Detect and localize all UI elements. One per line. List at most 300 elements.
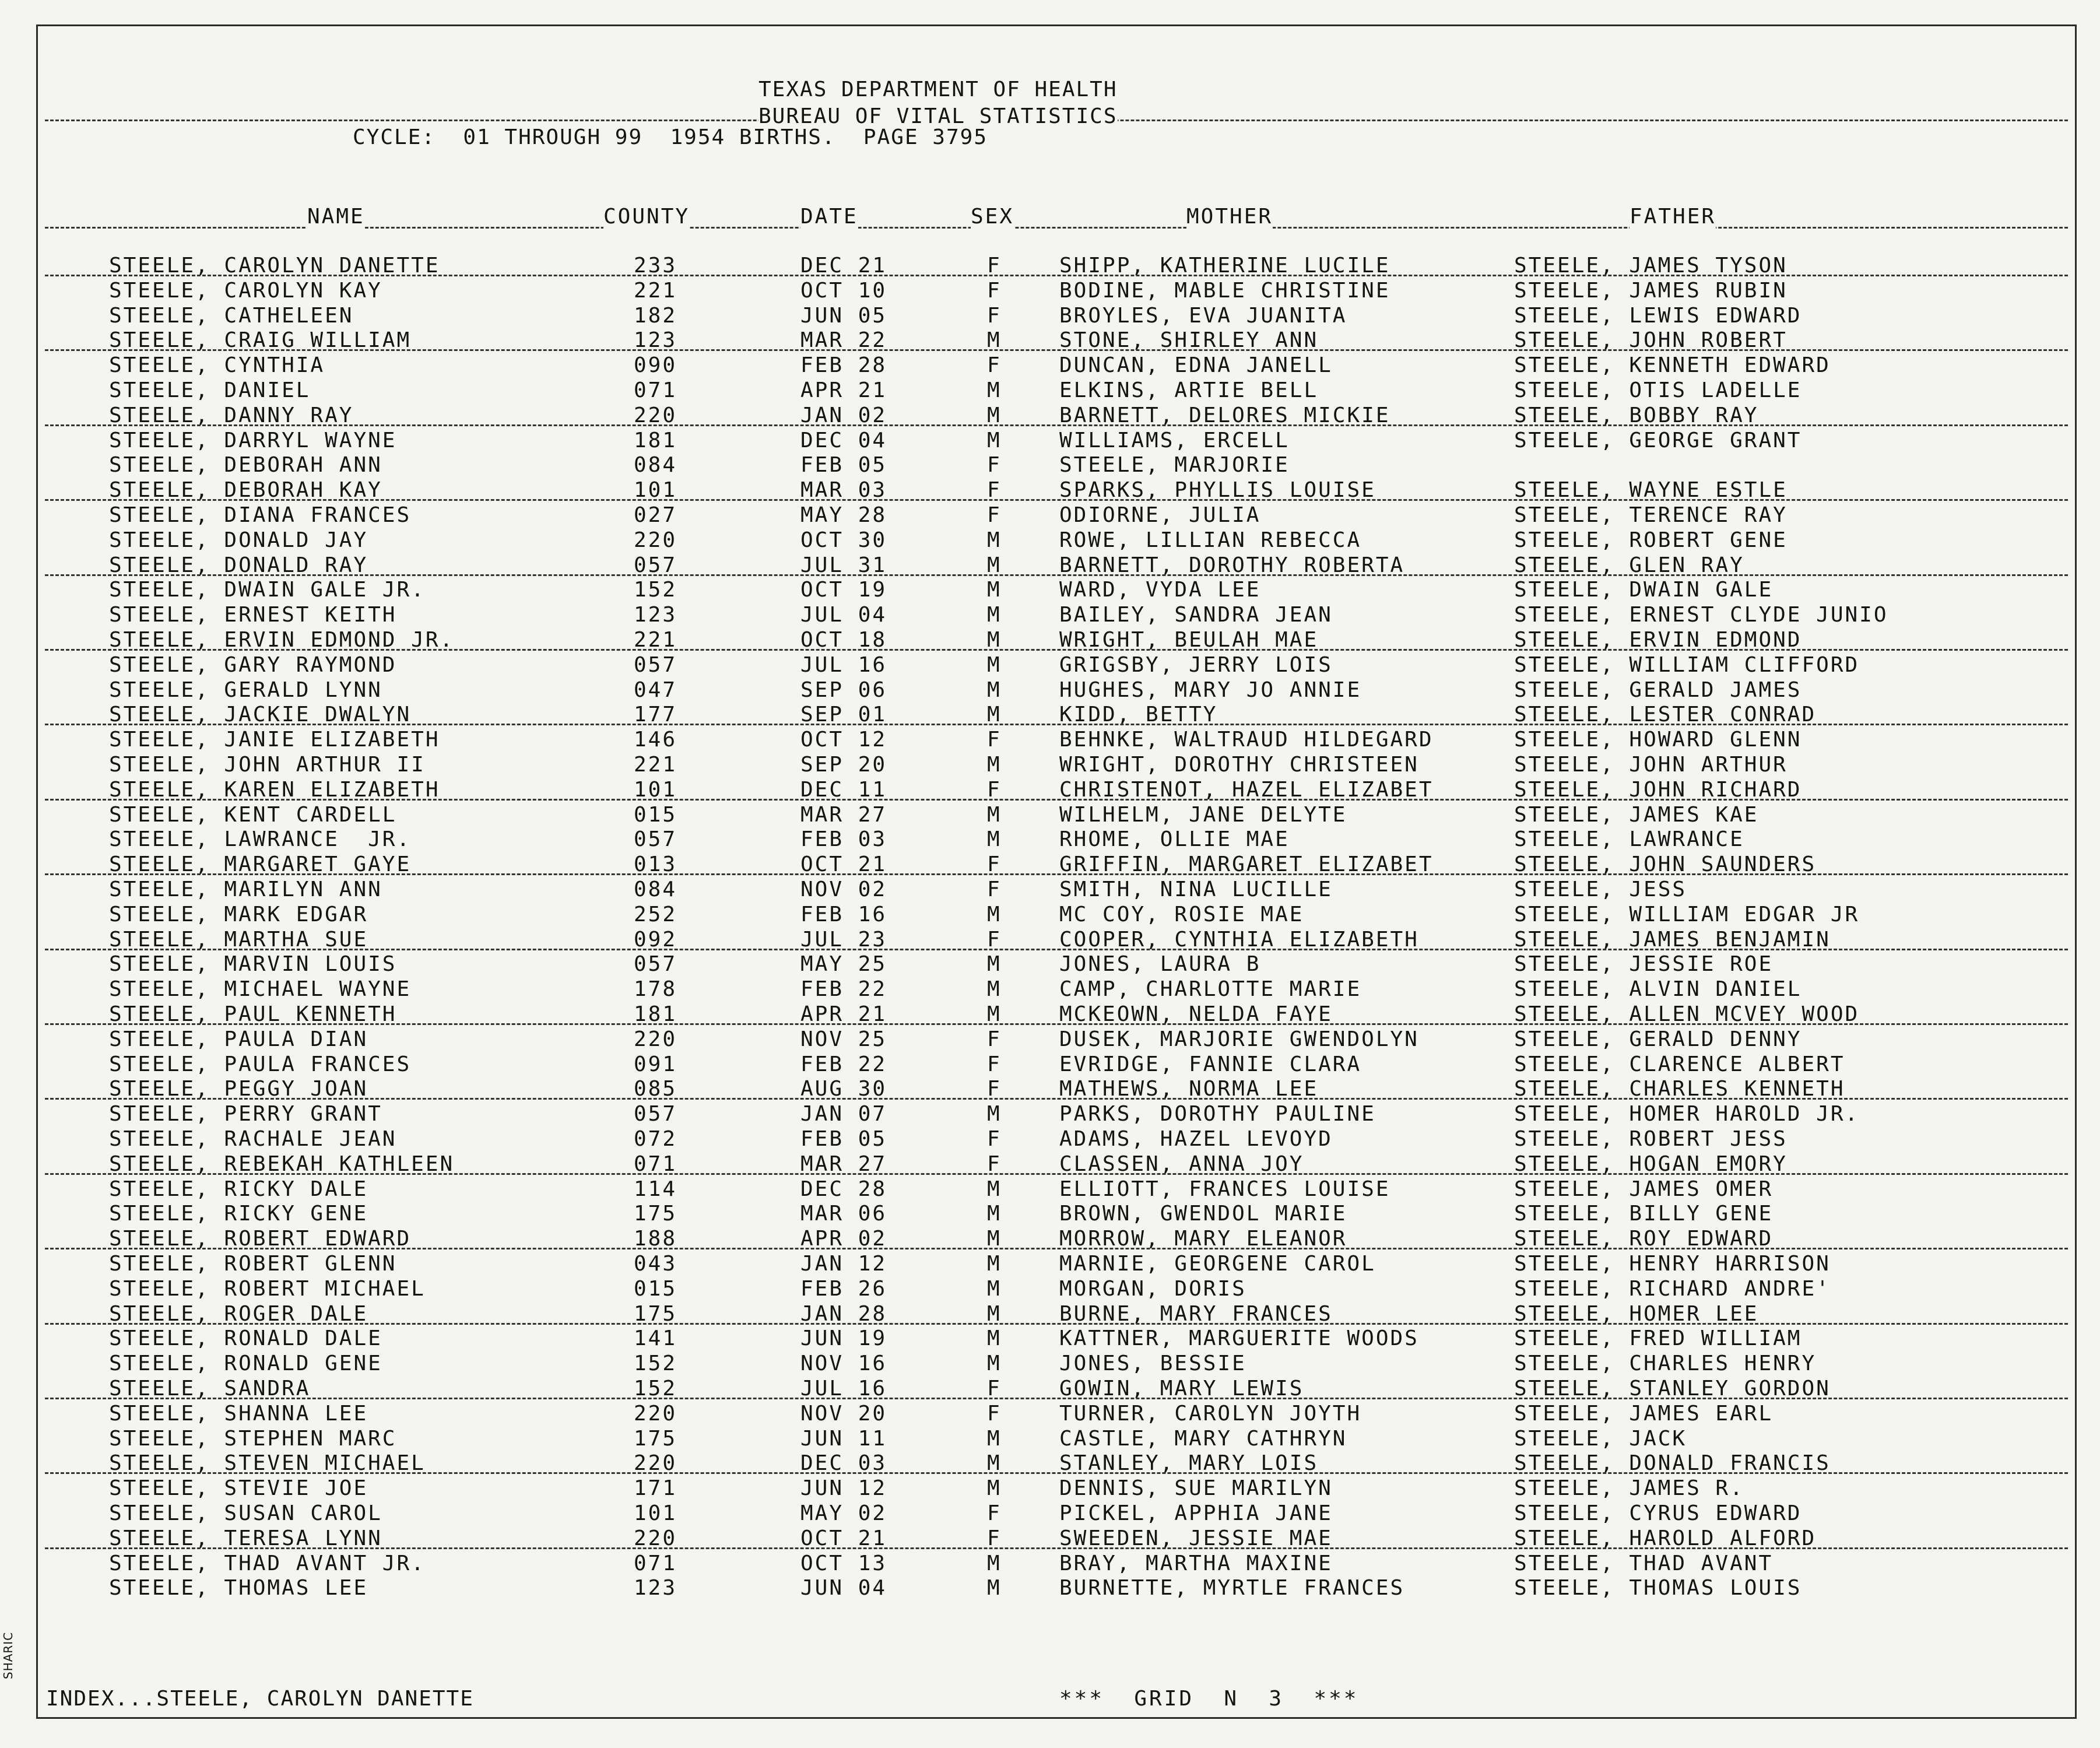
cell-mother: GRIGSBY, JERRY LOIS bbox=[1059, 652, 1333, 677]
cell-sex: M bbox=[987, 1177, 1002, 1201]
cell-sex: M bbox=[987, 578, 1002, 602]
cell-sex: F bbox=[987, 1052, 1002, 1076]
cell-sex: M bbox=[987, 802, 1002, 827]
cell-mother: ROWE, LILLIAN REBECCA bbox=[1059, 528, 1362, 552]
table-row bbox=[38, 1052, 2075, 1077]
cell-mother: CHRISTENOT, HAZEL ELIZABET bbox=[1059, 777, 1434, 802]
table-row bbox=[38, 378, 2075, 403]
cell-mother: EVRIDGE, FANNIE CLARA bbox=[1059, 1052, 1362, 1076]
table-row bbox=[38, 1476, 2075, 1501]
cell-father: STEELE, BOBBY RAY bbox=[1514, 403, 1759, 427]
cell-mother: MARNIE, GEORGENE CAROL bbox=[1059, 1252, 1376, 1276]
cell-mother: DUSEK, MARJORIE GWENDOLYN bbox=[1059, 1027, 1419, 1051]
cell-name: STEELE, TERESA LYNN bbox=[109, 1526, 382, 1550]
cell-name: STEELE, CAROLYN KAY bbox=[109, 278, 382, 303]
cell-name: STEELE, STEVIE JOE bbox=[109, 1476, 368, 1501]
cell-date: MAR 27 bbox=[800, 802, 887, 827]
table-row bbox=[38, 1326, 2075, 1351]
cell-name: STEELE, CAROLYN DANETTE bbox=[109, 254, 440, 278]
cell-father: STEELE, ROBERT JESS bbox=[1514, 1127, 1788, 1151]
cell-name: STEELE, STEPHEN MARC bbox=[109, 1426, 397, 1451]
cell-name: STEELE, KENT CARDELL bbox=[109, 802, 397, 827]
table-row bbox=[38, 1451, 2075, 1476]
table-row bbox=[38, 603, 2075, 627]
table-row bbox=[38, 1377, 2075, 1401]
cell-father: STEELE, JOHN RICHARD bbox=[1514, 777, 1802, 802]
cell-county: 123 bbox=[634, 603, 677, 627]
cell-mother: BARNETT, DELORES MICKIE bbox=[1059, 403, 1390, 427]
cell-county: 233 bbox=[634, 254, 677, 278]
cell-sex: M bbox=[987, 378, 1002, 402]
cell-sex: F bbox=[987, 777, 1002, 802]
cell-county: 057 bbox=[634, 553, 677, 577]
birth-records-table bbox=[38, 26, 2075, 1717]
bureau-title: BUREAU OF VITAL STATISTICS bbox=[758, 104, 1118, 128]
table-row bbox=[38, 1027, 2075, 1052]
cell-father: STEELE, ERVIN EDMOND bbox=[1514, 628, 1802, 652]
cell-county: 084 bbox=[634, 877, 677, 901]
cell-mother: PARKS, DOROTHY PAULINE bbox=[1059, 1102, 1376, 1126]
cell-sex: M bbox=[987, 428, 1002, 452]
cell-date: FEB 05 bbox=[800, 453, 887, 478]
cell-date: FEB 03 bbox=[800, 827, 887, 852]
cell-sex: F bbox=[987, 1152, 1002, 1176]
cell-father: STEELE, STANLEY GORDON bbox=[1514, 1377, 1831, 1400]
cell-mother: SHIPP, KATHERINE LUCILE bbox=[1059, 254, 1390, 278]
cell-county: 057 bbox=[634, 952, 677, 977]
cell-name: STEELE, DONALD RAY bbox=[109, 553, 368, 577]
cell-name: STEELE, SANDRA bbox=[109, 1377, 311, 1400]
cell-name: STEELE, PERRY GRANT bbox=[109, 1102, 382, 1126]
cell-father: STEELE, THAD AVANT bbox=[1514, 1551, 1774, 1575]
cell-father: STEELE, JAMES R. bbox=[1514, 1476, 1744, 1501]
cell-father: STEELE, LESTER CONRAD bbox=[1514, 703, 1817, 727]
cell-mother: BODINE, MABLE CHRISTINE bbox=[1059, 278, 1390, 303]
cell-sex: F bbox=[987, 453, 1002, 478]
cell-name: STEELE, MARGARET GAYE bbox=[109, 852, 412, 877]
table-row bbox=[38, 1352, 2075, 1376]
cell-sex: F bbox=[987, 877, 1002, 901]
cell-mother: TURNER, CAROLYN JOYTH bbox=[1059, 1401, 1362, 1426]
cell-father: STEELE, JOHN SAUNDERS bbox=[1514, 852, 1817, 877]
cell-mother: MC COY, ROSIE MAE bbox=[1059, 902, 1304, 926]
cell-county: 171 bbox=[634, 1476, 677, 1501]
cell-mother: COOPER, CYNTHIA ELIZABETH bbox=[1059, 927, 1419, 952]
cell-name: STEELE, ROBERT GLENN bbox=[109, 1252, 397, 1276]
cell-county: 220 bbox=[634, 528, 677, 552]
cell-date: MAR 22 bbox=[800, 328, 887, 353]
cell-mother: DENNIS, SUE MARILYN bbox=[1059, 1476, 1333, 1501]
cell-father: STEELE, HOMER HAROLD JR. bbox=[1514, 1102, 1860, 1126]
cell-name: STEELE, LAWRANCE JR. bbox=[109, 827, 412, 852]
cell-county: 015 bbox=[634, 802, 677, 827]
cell-date: OCT 18 bbox=[800, 628, 887, 652]
cell-county: 114 bbox=[634, 1177, 677, 1201]
cell-county: 123 bbox=[634, 1576, 677, 1600]
cell-date: JUN 05 bbox=[800, 303, 887, 328]
cell-date: FEB 22 bbox=[800, 977, 887, 1002]
cell-sex: M bbox=[987, 553, 1002, 577]
cell-father: STEELE, THOMAS LOUIS bbox=[1514, 1576, 1802, 1600]
cell-county: 220 bbox=[634, 1401, 677, 1426]
table-row bbox=[38, 279, 2075, 303]
cell-date: APR 21 bbox=[800, 378, 887, 402]
cell-name: STEELE, PAULA FRANCES bbox=[109, 1052, 412, 1076]
cell-name: STEELE, DONALD JAY bbox=[109, 528, 368, 552]
table-row bbox=[38, 952, 2075, 977]
cell-mother: BROYLES, EVA JUANITA bbox=[1059, 303, 1347, 328]
cell-name: STEELE, JANIE ELIZABETH bbox=[109, 728, 440, 752]
cell-date: JAN 28 bbox=[800, 1301, 887, 1326]
cell-name: STEELE, PAUL KENNETH bbox=[109, 1002, 397, 1026]
cell-mother: BROWN, GWENDOL MARIE bbox=[1059, 1202, 1347, 1226]
cell-mother: BRAY, MARTHA MAXINE bbox=[1059, 1551, 1333, 1575]
cell-mother: GRIFFIN, MARGARET ELIZABET bbox=[1059, 852, 1434, 877]
column-father: FATHER bbox=[1630, 205, 1716, 229]
cell-county: 057 bbox=[634, 827, 677, 852]
cell-name: STEELE, GERALD LYNN bbox=[109, 678, 382, 702]
cell-name: STEELE, ROGER DALE bbox=[109, 1301, 368, 1326]
cell-mother: BARNETT, DOROTHY ROBERTA bbox=[1059, 553, 1405, 577]
cell-father: STEELE, WILLIAM CLIFFORD bbox=[1514, 652, 1860, 677]
cell-name: STEELE, PEGGY JOAN bbox=[109, 1077, 368, 1101]
cell-name: STEELE, SHANNA LEE bbox=[109, 1401, 368, 1426]
cell-father: STEELE, CHARLES KENNETH bbox=[1514, 1077, 1845, 1101]
table-row bbox=[38, 578, 2075, 602]
cell-sex: M bbox=[987, 1551, 1002, 1575]
cell-mother: CAMP, CHARLOTTE MARIE bbox=[1059, 977, 1362, 1002]
cell-name: STEELE, RICKY GENE bbox=[109, 1202, 368, 1226]
cell-date: JUN 11 bbox=[800, 1426, 887, 1451]
cell-date: AUG 30 bbox=[800, 1077, 887, 1101]
cell-mother: STONE, SHIRLEY ANN bbox=[1059, 328, 1319, 353]
cell-date: NOV 02 bbox=[800, 877, 887, 901]
cell-mother: BURNE, MARY FRANCES bbox=[1059, 1301, 1333, 1326]
cell-name: STEELE, DWAIN GALE JR. bbox=[109, 578, 426, 602]
cell-county: 252 bbox=[634, 902, 677, 926]
cell-date: JAN 02 bbox=[800, 403, 887, 427]
cell-father: STEELE, JACK bbox=[1514, 1426, 1687, 1451]
table-row bbox=[38, 1102, 2075, 1126]
cell-county: 177 bbox=[634, 703, 677, 727]
grid-footer: *** GRID N 3 *** bbox=[1059, 1687, 1359, 1711]
cell-date: MAR 06 bbox=[800, 1202, 887, 1226]
side-watermark: SHARIC bbox=[1, 1631, 15, 1679]
table-row bbox=[38, 703, 2075, 727]
index-footer: INDEX...STEELE, CAROLYN DANETTE bbox=[46, 1687, 474, 1711]
cell-father: STEELE, JAMES KAE bbox=[1514, 802, 1759, 827]
table-row bbox=[38, 1576, 2075, 1600]
cell-father: STEELE, GERALD DENNY bbox=[1514, 1027, 1802, 1051]
table-row bbox=[38, 977, 2075, 1002]
cell-sex: M bbox=[987, 1426, 1002, 1451]
cell-date: JUN 04 bbox=[800, 1576, 887, 1600]
cell-mother: WRIGHT, DOROTHY CHRISTEEN bbox=[1059, 753, 1419, 777]
table-row bbox=[38, 403, 2075, 428]
cell-date: OCT 30 bbox=[800, 528, 887, 552]
cell-mother: ADAMS, HAZEL LEVOYD bbox=[1059, 1127, 1333, 1151]
cell-date: MAY 28 bbox=[800, 503, 887, 527]
cell-father: STEELE, DWAIN GALE bbox=[1514, 578, 1774, 602]
cell-county: 181 bbox=[634, 428, 677, 452]
cell-county: 101 bbox=[634, 777, 677, 802]
cell-name: STEELE, MARK EDGAR bbox=[109, 902, 368, 926]
cell-sex: F bbox=[987, 303, 1002, 328]
cell-date: OCT 21 bbox=[800, 852, 887, 877]
cell-date: JUL 31 bbox=[800, 553, 887, 577]
column-name: NAME bbox=[307, 205, 365, 229]
cell-father: STEELE, HOGAN EMORY bbox=[1514, 1152, 1788, 1176]
cell-county: 152 bbox=[634, 1377, 677, 1400]
cell-mother: RHOME, OLLIE MAE bbox=[1059, 827, 1290, 852]
cell-father: STEELE, KENNETH EDWARD bbox=[1514, 353, 1831, 378]
cell-county: 220 bbox=[634, 403, 677, 427]
cell-father: STEELE, LAWRANCE bbox=[1514, 827, 1744, 852]
table-row bbox=[38, 503, 2075, 528]
cell-date: NOV 25 bbox=[800, 1027, 887, 1051]
cell-mother: SPARKS, PHYLLIS LOUISE bbox=[1059, 478, 1376, 503]
cell-date: NOV 20 bbox=[800, 1401, 887, 1426]
cell-date: DEC 04 bbox=[800, 428, 887, 452]
cell-sex: M bbox=[987, 1002, 1002, 1026]
cell-sex: F bbox=[987, 927, 1002, 952]
cell-date: OCT 12 bbox=[800, 728, 887, 752]
table-row bbox=[38, 678, 2075, 703]
cell-date: DEC 21 bbox=[800, 254, 887, 278]
cell-father: STEELE, JOHN ROBERT bbox=[1514, 328, 1788, 353]
cell-father: STEELE, HOWARD GLENN bbox=[1514, 728, 1802, 752]
cell-sex: M bbox=[987, 1276, 1002, 1301]
table-row bbox=[38, 1177, 2075, 1202]
cell-mother: ODIORNE, JULIA bbox=[1059, 503, 1261, 527]
table-row bbox=[38, 1077, 2075, 1101]
cell-county: 084 bbox=[634, 453, 677, 478]
cell-name: STEELE, ERNEST KEITH bbox=[109, 603, 397, 627]
cell-sex: F bbox=[987, 1377, 1002, 1400]
cell-county: 123 bbox=[634, 328, 677, 353]
cell-county: 175 bbox=[634, 1202, 677, 1226]
cell-sex: M bbox=[987, 678, 1002, 702]
document-page bbox=[36, 24, 2077, 1719]
cell-county: 221 bbox=[634, 753, 677, 777]
cell-county: 175 bbox=[634, 1301, 677, 1326]
table-row bbox=[38, 328, 2075, 353]
cell-date: JUL 04 bbox=[800, 603, 887, 627]
cell-father: STEELE, CHARLES HENRY bbox=[1514, 1352, 1817, 1376]
cell-sex: M bbox=[987, 952, 1002, 977]
cell-date: DEC 28 bbox=[800, 1177, 887, 1201]
cell-father: STEELE, WILLIAM EDGAR JR bbox=[1514, 902, 1860, 926]
cell-sex: M bbox=[987, 1451, 1002, 1476]
table-row bbox=[38, 429, 2075, 453]
table-row bbox=[38, 827, 2075, 852]
cell-sex: F bbox=[987, 1526, 1002, 1550]
cell-name: STEELE, DARRYL WAYNE bbox=[109, 428, 397, 452]
cell-mother: CASTLE, MARY CATHRYN bbox=[1059, 1426, 1347, 1451]
table-row bbox=[38, 353, 2075, 378]
cell-sex: M bbox=[987, 753, 1002, 777]
cell-name: STEELE, RACHALE JEAN bbox=[109, 1127, 397, 1151]
cell-sex: M bbox=[987, 1252, 1002, 1276]
cell-name: STEELE, JACKIE DWALYN bbox=[109, 703, 412, 727]
cell-sex: M bbox=[987, 1576, 1002, 1600]
cell-date: SEP 20 bbox=[800, 753, 887, 777]
cell-mother: SWEEDEN, JESSIE MAE bbox=[1059, 1526, 1333, 1550]
cell-name: STEELE, ROBERT MICHAEL bbox=[109, 1276, 426, 1301]
cell-mother: BEHNKE, WALTRAUD HILDEGARD bbox=[1059, 728, 1434, 752]
cell-mother: WILLIAMS, ERCELL bbox=[1059, 428, 1290, 452]
cell-mother: KIDD, BETTY bbox=[1059, 703, 1218, 727]
table-row bbox=[38, 1501, 2075, 1526]
cell-name: STEELE, STEVEN MICHAEL bbox=[109, 1451, 426, 1476]
cell-name: STEELE, KAREN ELIZABETH bbox=[109, 777, 440, 802]
cycle-line: CYCLE: 01 THROUGH 99 1954 BIRTHS. PAGE 3795 bbox=[353, 125, 988, 149]
cell-date: NOV 16 bbox=[800, 1352, 887, 1376]
cell-father: STEELE, ROBERT GENE bbox=[1514, 528, 1788, 552]
cell-sex: F bbox=[987, 278, 1002, 303]
cell-father: STEELE, HAROLD ALFORD bbox=[1514, 1526, 1817, 1550]
cell-date: SEP 06 bbox=[800, 678, 887, 702]
cell-father: STEELE, CYRUS EDWARD bbox=[1514, 1501, 1802, 1525]
cell-father: STEELE, TERENCE RAY bbox=[1514, 503, 1788, 527]
cell-father: STEELE, JAMES BENJAMIN bbox=[1514, 927, 1831, 952]
table-row bbox=[38, 1152, 2075, 1177]
cell-sex: M bbox=[987, 328, 1002, 353]
table-row bbox=[38, 1402, 2075, 1426]
cell-sex: M bbox=[987, 827, 1002, 852]
cell-father: STEELE, RICHARD ANDRE' bbox=[1514, 1276, 1831, 1301]
cell-county: 101 bbox=[634, 1501, 677, 1525]
cell-date: MAR 03 bbox=[800, 478, 887, 503]
cell-county: 071 bbox=[634, 1551, 677, 1575]
table-row bbox=[38, 254, 2075, 278]
cell-name: STEELE, MARVIN LOUIS bbox=[109, 952, 397, 977]
cell-date: FEB 26 bbox=[800, 1276, 887, 1301]
cell-name: STEELE, THOMAS LEE bbox=[109, 1576, 368, 1600]
cell-name: STEELE, GARY RAYMOND bbox=[109, 652, 397, 677]
cell-father: STEELE, DONALD FRANCIS bbox=[1514, 1451, 1831, 1476]
cell-name: STEELE, DIANA FRANCES bbox=[109, 503, 412, 527]
cell-county: 175 bbox=[634, 1426, 677, 1451]
table-row bbox=[38, 1227, 2075, 1251]
table-row bbox=[38, 1002, 2075, 1027]
cell-mother: CLASSEN, ANNA JOY bbox=[1059, 1152, 1304, 1176]
cell-county: 057 bbox=[634, 1102, 677, 1126]
cell-mother: JONES, BESSIE bbox=[1059, 1352, 1246, 1376]
cell-father: STEELE, JESS bbox=[1514, 877, 1687, 901]
cell-father: STEELE, JAMES RUBIN bbox=[1514, 278, 1788, 303]
cell-father: STEELE, JAMES OMER bbox=[1514, 1177, 1774, 1201]
cell-mother: STEELE, MARJORIE bbox=[1059, 453, 1290, 478]
cell-father: STEELE, GEORGE GRANT bbox=[1514, 428, 1802, 452]
cell-name: STEELE, DEBORAH ANN bbox=[109, 453, 382, 478]
cell-date: MAY 25 bbox=[800, 952, 887, 977]
cell-sex: M bbox=[987, 1301, 1002, 1326]
table-row bbox=[38, 928, 2075, 952]
cell-name: STEELE, SUSAN CAROL bbox=[109, 1501, 382, 1525]
cell-sex: M bbox=[987, 703, 1002, 727]
table-row bbox=[38, 877, 2075, 902]
cell-father: STEELE, GERALD JAMES bbox=[1514, 678, 1802, 702]
cell-county: 047 bbox=[634, 678, 677, 702]
cell-county: 013 bbox=[634, 852, 677, 877]
column-sex: SEX bbox=[971, 205, 1014, 229]
cell-sex: F bbox=[987, 254, 1002, 278]
cell-sex: M bbox=[987, 403, 1002, 427]
cell-date: FEB 28 bbox=[800, 353, 887, 378]
table-row bbox=[38, 728, 2075, 752]
cell-father: STEELE, JAMES TYSON bbox=[1514, 254, 1788, 278]
table-row bbox=[38, 304, 2075, 328]
cell-father: STEELE, CLARENCE ALBERT bbox=[1514, 1052, 1845, 1076]
table-row bbox=[38, 553, 2075, 578]
cell-father: STEELE, JESSIE ROE bbox=[1514, 952, 1774, 977]
agency-title: TEXAS DEPARTMENT OF HEALTH bbox=[758, 78, 1118, 101]
cell-mother: KATTNER, MARGUERITE WOODS bbox=[1059, 1326, 1419, 1351]
cell-sex: M bbox=[987, 1326, 1002, 1351]
cell-date: APR 21 bbox=[800, 1002, 887, 1026]
table-row bbox=[38, 1302, 2075, 1326]
cell-mother: JONES, LAURA B bbox=[1059, 952, 1261, 977]
cell-father: STEELE, WAYNE ESTLE bbox=[1514, 478, 1788, 503]
cell-county: 071 bbox=[634, 1152, 677, 1176]
table-row bbox=[38, 1552, 2075, 1576]
cell-sex: F bbox=[987, 1077, 1002, 1101]
cell-mother: SMITH, NINA LUCILLE bbox=[1059, 877, 1333, 901]
cell-name: STEELE, DANIEL bbox=[109, 378, 311, 402]
cell-sex: M bbox=[987, 1352, 1002, 1376]
cell-father: STEELE, JOHN ARTHUR bbox=[1514, 753, 1788, 777]
table-row bbox=[38, 653, 2075, 678]
cell-date: MAY 02 bbox=[800, 1501, 887, 1525]
cell-date: OCT 21 bbox=[800, 1526, 887, 1550]
table-row bbox=[38, 852, 2075, 877]
cell-mother: MCKEOWN, NELDA FAYE bbox=[1059, 1002, 1333, 1026]
cell-sex: M bbox=[987, 1102, 1002, 1126]
column-county: COUNTY bbox=[603, 205, 690, 229]
cell-mother: WRIGHT, BEULAH MAE bbox=[1059, 628, 1319, 652]
cell-mother: MATHEWS, NORMA LEE bbox=[1059, 1077, 1319, 1101]
table-row bbox=[38, 1277, 2075, 1301]
cell-father: STEELE, ALLEN MCVEY WOOD bbox=[1514, 1002, 1860, 1026]
cell-sex: M bbox=[987, 977, 1002, 1002]
cell-mother: GOWIN, MARY LEWIS bbox=[1059, 1377, 1304, 1400]
cell-county: 090 bbox=[634, 353, 677, 378]
cell-sex: F bbox=[987, 1027, 1002, 1051]
cell-county: 057 bbox=[634, 652, 677, 677]
cell-father: STEELE, FRED WILLIAM bbox=[1514, 1326, 1802, 1351]
cell-county: 220 bbox=[634, 1027, 677, 1051]
cell-date: JUN 19 bbox=[800, 1326, 887, 1351]
table-row bbox=[38, 903, 2075, 927]
cell-sex: M bbox=[987, 902, 1002, 926]
cell-sex: M bbox=[987, 1202, 1002, 1226]
cell-sex: F bbox=[987, 1501, 1002, 1525]
cell-sex: F bbox=[987, 353, 1002, 378]
cell-date: DEC 03 bbox=[800, 1451, 887, 1476]
cell-date: SEP 01 bbox=[800, 703, 887, 727]
cell-sex: F bbox=[987, 1127, 1002, 1151]
cell-date: MAR 27 bbox=[800, 1152, 887, 1176]
cell-county: 181 bbox=[634, 1002, 677, 1026]
cell-name: STEELE, DANNY RAY bbox=[109, 403, 354, 427]
table-row bbox=[38, 1202, 2075, 1226]
cell-sex: F bbox=[987, 1401, 1002, 1426]
cell-name: STEELE, JOHN ARTHUR II bbox=[109, 753, 426, 777]
cell-sex: F bbox=[987, 728, 1002, 752]
cell-county: 085 bbox=[634, 1077, 677, 1101]
cell-mother: DUNCAN, EDNA JANELL bbox=[1059, 353, 1333, 378]
